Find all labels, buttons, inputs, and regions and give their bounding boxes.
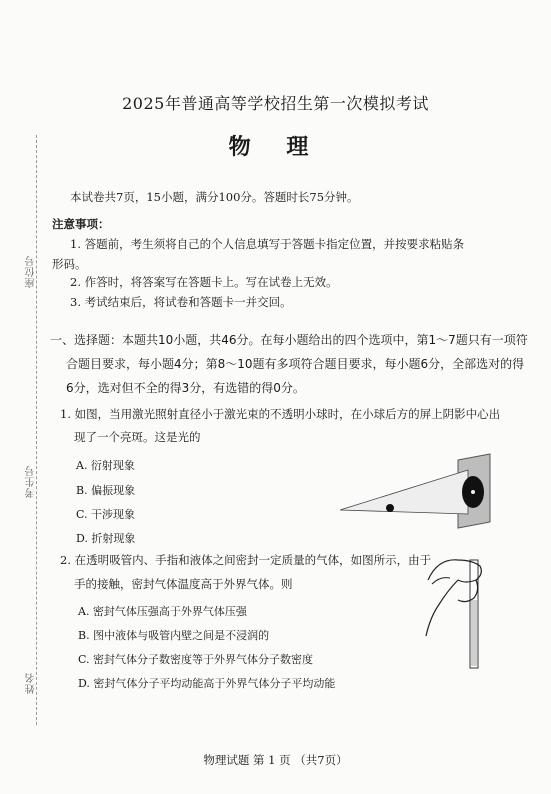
section-1-line-1: 一、选择题：本题共10小题，共46分。在每小题给出的四个选项中，第1～7题只有一项符 (50, 333, 528, 347)
q1-option-a: A. 衍射现象 (76, 459, 135, 472)
subject-title: 物 理 (228, 135, 323, 160)
note-1: 1. 答题前，考生须将自己的个人信息填写于答题卡指定位置，并按要求粘贴条 (70, 237, 465, 251)
q2-option-b: B. 图中液体与吸管内壁之间是不浸润的 (78, 629, 270, 642)
page-footer: 物理试题 第 1 页 （共7页） (203, 753, 348, 767)
section-1-line-2: 合题目要求，每小题4分；第8～10题有多项符合题目要求，每小题6分，全部选对的得 (66, 357, 525, 371)
section-1-line-3: 6分，选对但不全的得3分，有选错的得0分。 (66, 381, 305, 395)
q2-option-a: A. 密封气体压强高于外界气体压强 (78, 605, 247, 618)
exam-id-label: 考生号 (26, 465, 37, 498)
q2-stem: 2. 在透明吸管内、手指和液体之间密封一定质量的气体，如图所示，由于 (60, 553, 432, 567)
q1-option-b: B. 偏振现象 (76, 484, 136, 497)
q1-option-d: D. 折射现象 (76, 532, 136, 545)
binding-line (36, 135, 37, 725)
note-2: 2. 作答时，将答案写在答题卡上。写在试卷上无效。 (70, 275, 338, 289)
q1-stem-cont: 现了一个亮斑。这是光的 (74, 430, 201, 444)
seat-label: 座位号 (26, 255, 37, 288)
q2-stem-cont: 手的接触，密封气体温度高于外界气体。则 (74, 577, 293, 591)
exam-title: 2025年普通高等学校招生第一次模拟考试 (122, 94, 429, 113)
straw-hand-figure (418, 540, 498, 670)
name-label: 姓名 (26, 672, 37, 694)
notes-title: 注意事项： (52, 217, 110, 231)
intro-text: 本试卷共7页，15小题，满分100分。答题时长75分钟。 (70, 190, 359, 204)
q2-option-c: C. 密封气体分子数密度等于外界气体分子数密度 (78, 653, 314, 666)
q1-stem: 1. 如图，当用激光照射直径小于激光束的不透明小球时，在小球后方的屏上阴影中心出 (60, 407, 501, 421)
diffraction-figure (340, 450, 500, 550)
note-1-cont: 形码。 (52, 257, 87, 271)
q2-option-d: D. 密封气体分子平均动能高于外界气体分子平均动能 (78, 677, 336, 690)
q1-option-c: C. 干涉现象 (76, 508, 136, 521)
note-3: 3. 考试结束后，将试卷和答题卡一并交回。 (70, 295, 292, 309)
